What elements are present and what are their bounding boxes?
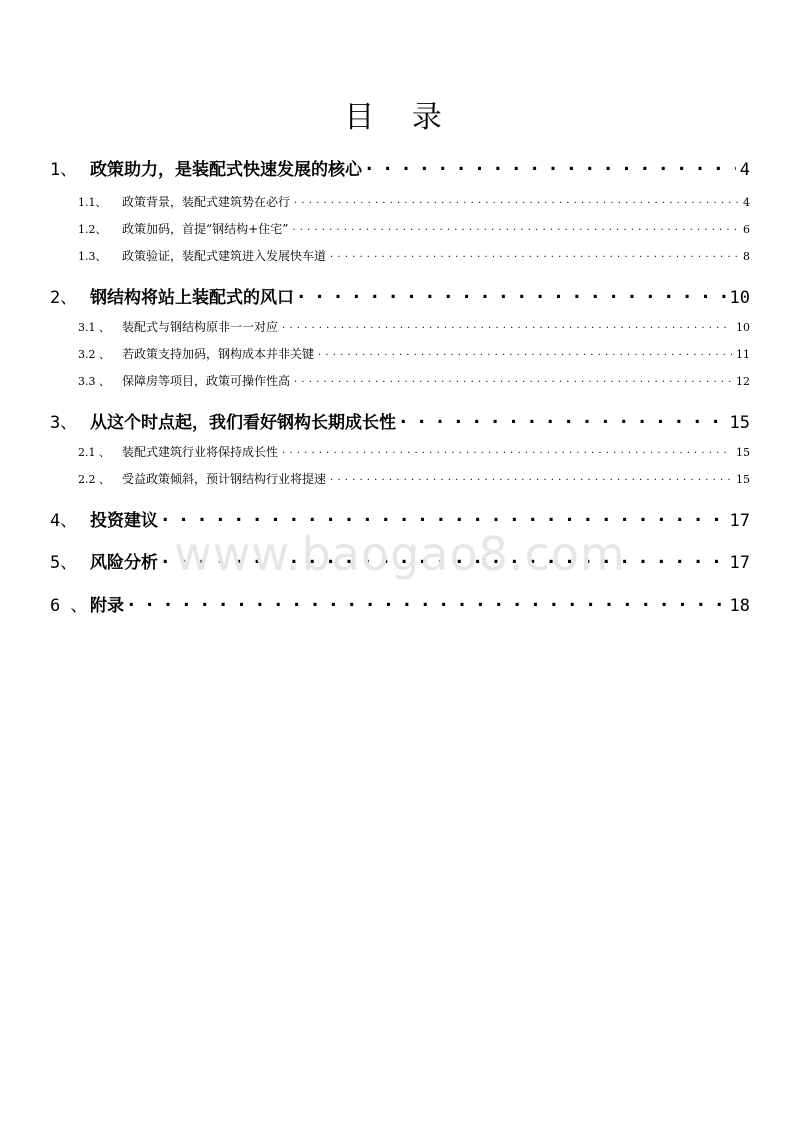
toc-entry-number: 6 、 <box>50 596 88 616</box>
toc-title: 目 录 <box>344 100 456 135</box>
dot-leader <box>366 158 736 175</box>
toc-entry-2-2[interactable] <box>78 470 750 487</box>
dot-leader <box>162 509 726 526</box>
toc-entry-number: 4、 <box>50 511 78 531</box>
toc-entry-text: 装配式与钢结构原非一一对应 <box>122 320 279 334</box>
toc-entry-number: 1、 <box>50 160 78 180</box>
toc-entry-1-2[interactable] <box>78 220 750 237</box>
toc-entry-number: 2、 <box>50 288 78 308</box>
toc-entry-1[interactable] <box>50 155 750 180</box>
toc-entry-page: 18 <box>729 596 750 616</box>
toc-entry-text: 政策加码，首提“钢结构+住宅” <box>122 222 289 236</box>
toc-entry-text: 附录 <box>90 596 124 616</box>
dot-leader <box>298 286 726 303</box>
toc-entry-page: 15 <box>736 473 750 486</box>
toc-entry-number: 1.1、 <box>78 196 107 209</box>
toc-entry-number: 1.2、 <box>78 223 107 236</box>
toc-entry-2[interactable] <box>50 283 750 308</box>
toc-entry-1-3[interactable] <box>78 247 750 264</box>
toc-entry-page: 12 <box>736 375 750 388</box>
toc-entry-page: 4 <box>739 160 750 180</box>
toc-entry-page: 10 <box>729 288 750 308</box>
dot-leader <box>318 346 732 358</box>
toc-entry-number: 3、 <box>50 413 78 433</box>
toc-entry-page: 10 <box>736 321 750 334</box>
toc-entry-number: 2.2 、 <box>78 473 110 486</box>
toc-entry-page: 8 <box>743 250 750 263</box>
dot-leader <box>282 444 732 456</box>
toc-entry-3-1[interactable] <box>78 318 750 335</box>
toc-entry-page: 15 <box>729 413 750 433</box>
toc-entry-page: 17 <box>729 511 750 531</box>
dot-leader <box>330 471 732 483</box>
toc-entry-text: 政策助力，是装配式快速发展的核心 <box>90 160 362 180</box>
toc-entry-text: 政策背景，装配式建筑势在必行 <box>122 195 291 209</box>
toc-entry-number: 3.2 、 <box>78 348 110 361</box>
toc-entry-3-2[interactable] <box>78 345 750 362</box>
toc-entry-text: 若政策支持加码，钢构成本并非关键 <box>122 347 315 361</box>
dot-leader <box>294 373 732 385</box>
watermark: www.baogao8.com <box>174 527 626 581</box>
toc-entry-text: 钢结构将站上装配式的风口 <box>90 288 294 308</box>
toc-entry-6[interactable] <box>50 591 750 616</box>
toc-entry-number: 3.1 、 <box>78 321 110 334</box>
toc-entry-text: 装配式建筑行业将保持成长性 <box>122 445 279 459</box>
toc-entry-page: 6 <box>743 223 750 236</box>
dot-leader <box>292 221 739 233</box>
dot-leader <box>294 194 739 206</box>
toc-entry-page: 17 <box>729 553 750 573</box>
toc-entry-page: 11 <box>736 348 750 361</box>
dot-leader <box>282 319 732 331</box>
toc-entry-1-1[interactable] <box>78 193 750 210</box>
dot-leader <box>330 248 739 260</box>
toc-entry-text: 保障房等项目，政策可操作性高 <box>122 374 291 388</box>
dot-leader <box>128 594 726 611</box>
toc-entry-text: 投资建议 <box>90 511 158 531</box>
toc-entry-text: 政策验证，装配式建筑进入发展快车道 <box>122 249 327 263</box>
toc-entry-3[interactable] <box>50 408 750 433</box>
toc-entry-4[interactable] <box>50 506 750 531</box>
toc-entry-number: 3.3 、 <box>78 375 110 388</box>
toc-entry-3-3[interactable] <box>78 372 750 389</box>
dot-leader <box>400 411 726 428</box>
toc-entry-number: 1.3、 <box>78 250 107 263</box>
toc-entry-number: 2.1 、 <box>78 446 110 459</box>
dot-leader <box>162 551 726 568</box>
toc-entry-text: 风险分析 <box>90 553 158 573</box>
toc-entry-text: 受益政策倾斜，预计钢结构行业将提速 <box>122 472 327 486</box>
toc-entry-page: 15 <box>736 446 750 459</box>
toc-entry-5[interactable] <box>50 548 750 573</box>
toc-entry-page: 4 <box>743 196 750 209</box>
toc-entry-number: 5、 <box>50 553 78 573</box>
toc-entry-text: 从这个时点起，我们看好钢构长期成长性 <box>90 413 396 433</box>
toc-entry-2-1[interactable] <box>78 443 750 460</box>
